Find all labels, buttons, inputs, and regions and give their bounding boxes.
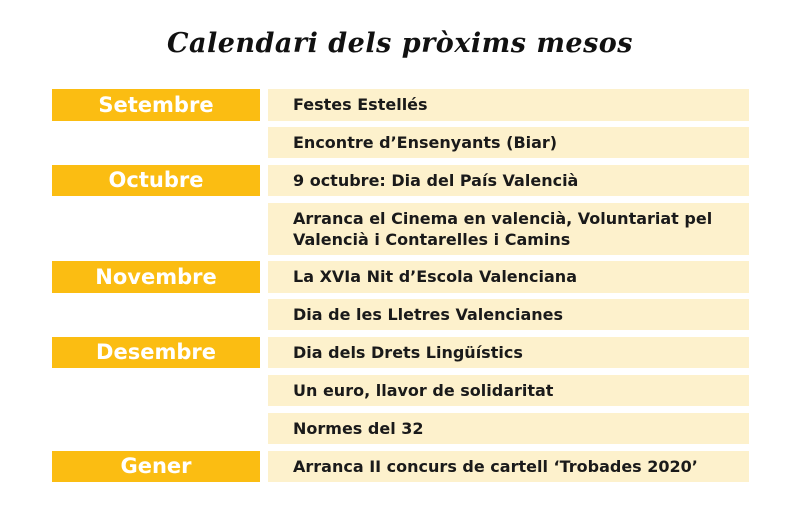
event-row: Dia de les Lletres Valencianes (268, 299, 749, 330)
page-title: Calendari dels pròxims mesos (166, 28, 633, 59)
event-row: Arranca II concurs de cartell ‘Trobades 2020’ (268, 451, 749, 482)
event-row: Encontre d’Ensenyants (Biar) (268, 127, 749, 158)
event-row: Normes del 32 (268, 413, 749, 444)
event-row: Arranca el Cinema en valencià, Voluntariat pel Valencià i Contarelles i Camins (268, 203, 749, 255)
month-gener: Gener (52, 451, 260, 482)
month-setembre: Setembre (52, 89, 260, 121)
event-row: Dia dels Drets Lingüístics (268, 337, 749, 368)
event-row: Festes Estellés (268, 89, 749, 121)
event-row: La XVIa Nit d’Escola Valenciana (268, 261, 749, 293)
month-novembre: Novembre (52, 261, 260, 293)
month-desembre: Desembre (52, 337, 260, 368)
month-octubre: Octubre (52, 165, 260, 196)
event-row: 9 octubre: Dia del País Valencià (268, 165, 749, 196)
event-row: Un euro, llavor de solidaritat (268, 375, 749, 406)
